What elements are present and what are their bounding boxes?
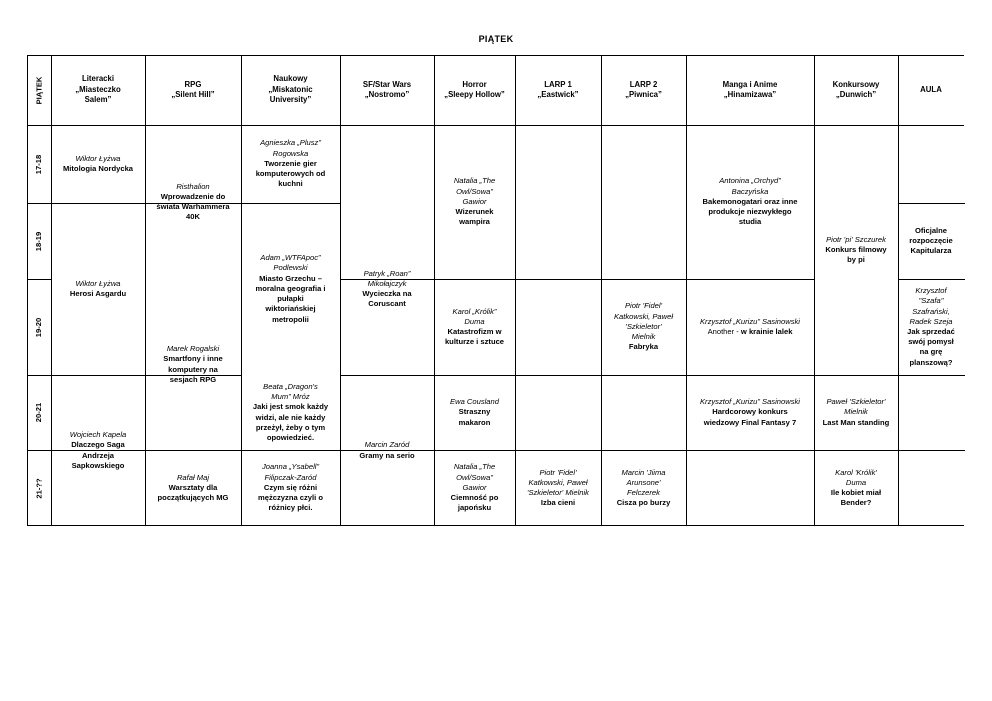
event-title: Bender? bbox=[840, 498, 872, 508]
event-speaker: Risthalion bbox=[176, 181, 210, 191]
event-speaker: Rafał Maj bbox=[176, 472, 210, 482]
event-speaker: Owl/Sowa” bbox=[456, 186, 493, 196]
event-cell-rpg-3 bbox=[145, 450, 241, 526]
event-title: Ciemność po bbox=[450, 493, 499, 503]
event-cell-rpg-1 bbox=[145, 125, 241, 279]
event-cell-nauk-3 bbox=[241, 375, 340, 450]
cell-divider bbox=[515, 375, 602, 376]
event-title: świata Warhammera bbox=[156, 202, 230, 211]
event-title: wampira bbox=[459, 217, 490, 227]
event-speaker: Agnieszka „Plusz” bbox=[260, 138, 321, 148]
event-title: komputerowych od bbox=[255, 169, 326, 179]
event-title: opowiedzieć. bbox=[266, 432, 315, 442]
event-cell-manga-3 bbox=[686, 375, 814, 450]
event-title: Czym się różni bbox=[263, 482, 318, 492]
event-title: Coruscant bbox=[368, 299, 406, 309]
event-cell-sf-1 bbox=[340, 203, 434, 375]
event-cell-manga-2 bbox=[686, 279, 814, 375]
event-cell-hor-2 bbox=[434, 279, 515, 375]
event-speaker: Joanna „Ysabell” bbox=[262, 462, 319, 472]
column-header-line: RPG bbox=[184, 79, 202, 89]
event-title: by pi bbox=[847, 255, 865, 265]
event-title: Hardcorowy konkurs bbox=[712, 407, 788, 417]
event-title: Konkurs filmowy bbox=[825, 244, 887, 254]
event-title: pułapki bbox=[277, 294, 304, 304]
event-speaker: Katkowski, Paweł bbox=[613, 311, 674, 321]
event-title: Oficjalne bbox=[914, 225, 948, 235]
event-title: Miasto Grzechu – bbox=[259, 273, 322, 283]
time-slot-17-18: 17-18 bbox=[34, 154, 44, 174]
event-title: Wizerunek bbox=[455, 207, 494, 217]
event-title: Katastrofizm w bbox=[447, 327, 502, 336]
event-title: Izba cieni bbox=[540, 498, 576, 508]
event-speaker: Natalia „The bbox=[453, 462, 496, 472]
event-title: studia bbox=[738, 217, 762, 227]
column-header-line: „Nostromo” bbox=[364, 90, 410, 99]
event-cell-lit-3 bbox=[51, 375, 145, 526]
column-header-7 bbox=[601, 55, 686, 125]
event-cell-konk-3 bbox=[814, 450, 898, 526]
cell-divider bbox=[27, 279, 52, 280]
event-cell-konk-1 bbox=[814, 125, 898, 375]
column-header-line: „Sleepy Hollow” bbox=[444, 90, 505, 99]
event-speaker: Baczyńska bbox=[731, 186, 769, 196]
event-title: metropolii bbox=[272, 314, 309, 324]
event-speaker: Natalia „The bbox=[453, 176, 496, 186]
column-header-line: University” bbox=[269, 95, 312, 105]
event-title: planszową? bbox=[909, 357, 953, 367]
event-speaker: Adam „WTFApoc” bbox=[260, 253, 321, 263]
column-header-2 bbox=[145, 55, 241, 125]
time-slot-21-end: 21-?? bbox=[34, 477, 44, 499]
column-header-line: SF/Star Wars bbox=[362, 79, 412, 89]
event-speaker: 'Szkieletor' Mielnik bbox=[527, 488, 589, 497]
event-title: Mitologia Nordycka bbox=[62, 164, 134, 173]
column-header-line: Konkursowy bbox=[832, 79, 880, 89]
event-speaker: Filipczak-Zaród bbox=[264, 472, 317, 482]
event-speaker: Gawior bbox=[462, 482, 487, 492]
event-title: widzi, ale nie każdy bbox=[255, 412, 326, 422]
event-title: Tworzenie gier bbox=[264, 158, 317, 168]
event-cell-hor-4 bbox=[434, 450, 515, 526]
event-cell-rpg-2 bbox=[145, 279, 241, 450]
column-header-line: Naukowy bbox=[273, 74, 308, 84]
event-title: Dlaczego Saga bbox=[71, 440, 125, 450]
time-slot-20-21: 20-21 bbox=[34, 402, 44, 423]
event-speaker: Mielnik bbox=[631, 332, 656, 342]
event-speaker: Rogowska bbox=[272, 148, 309, 158]
event-title bbox=[708, 327, 793, 337]
event-title: Wprowadzenie do bbox=[160, 191, 226, 201]
event-speaker: Beata „Dragon's bbox=[263, 381, 318, 391]
event-title: wiedzowy Final Fantasy 7 bbox=[703, 417, 797, 427]
event-cell-larp1-1 bbox=[515, 450, 601, 526]
event-speaker: Antonina „Orchyd” bbox=[719, 176, 781, 186]
event-title: kuchni bbox=[278, 179, 303, 189]
event-speaker: Duma bbox=[845, 477, 867, 487]
event-speaker: Krzysztof „Kurizu” Sasinowski bbox=[699, 316, 800, 326]
column-header-9 bbox=[814, 55, 898, 125]
event-speaker: Wiktor Łyżwa bbox=[75, 153, 121, 163]
event-title: japońsku bbox=[457, 503, 492, 513]
event-speaker: Karol 'Królik' bbox=[835, 467, 877, 477]
cell-divider bbox=[898, 450, 965, 451]
column-header-line: Horror bbox=[462, 79, 487, 89]
event-cell-larp2-1 bbox=[601, 279, 686, 375]
event-title: Wycieczka na bbox=[362, 289, 412, 298]
event-title: moralna geografia i bbox=[255, 283, 326, 293]
event-speaker: Marek Rogalski bbox=[166, 344, 220, 354]
column-header-line: „Silent Hill” bbox=[171, 90, 215, 99]
event-cell-sf-2 bbox=[340, 375, 434, 526]
event-title: makaron bbox=[458, 417, 491, 427]
cell-divider bbox=[515, 279, 602, 280]
event-speaker: Piotr 'pi' Szczurek bbox=[826, 234, 886, 244]
event-title: rozpoczęcie bbox=[909, 235, 953, 245]
event-cell-lit-1 bbox=[51, 125, 145, 203]
cell-divider bbox=[27, 450, 52, 451]
column-header-line: LARP 2 bbox=[629, 79, 658, 89]
column-header-3 bbox=[241, 55, 340, 125]
event-speaker: Podlewski bbox=[273, 263, 308, 273]
column-header-line: „Miasteczko bbox=[75, 84, 121, 94]
column-header-line: „Eastwick” bbox=[537, 90, 579, 99]
event-title: Herosi Asgardu bbox=[69, 289, 127, 298]
column-header-4 bbox=[340, 55, 434, 125]
event-speaker: Marcin Zaród bbox=[364, 440, 410, 450]
cell-divider bbox=[686, 450, 815, 451]
event-speaker: Szafrański, bbox=[912, 306, 950, 316]
event-title: swój pomysł bbox=[908, 337, 954, 347]
column-header-line: „Piwnica” bbox=[625, 90, 662, 99]
event-title: Kapitularza bbox=[910, 246, 952, 256]
event-speaker: Radek Szeja bbox=[909, 316, 953, 326]
event-speaker: Piotr 'Fidel' bbox=[624, 301, 663, 311]
event-speaker: Duma bbox=[464, 316, 485, 326]
event-cell-aula-2 bbox=[898, 279, 964, 375]
event-title: Straszny bbox=[458, 407, 491, 417]
event-title: sesjach RPG bbox=[169, 374, 217, 384]
cell-divider bbox=[601, 375, 687, 376]
event-cell-hor-1 bbox=[434, 125, 515, 279]
event-title: na grę bbox=[919, 347, 943, 357]
column-header-5 bbox=[434, 55, 515, 125]
cell-divider bbox=[27, 203, 52, 204]
event-speaker: Mikołajczyk bbox=[367, 278, 407, 288]
event-speaker: Paweł 'Szkieletor' bbox=[826, 397, 886, 407]
event-cell-larp2-2 bbox=[601, 450, 686, 526]
event-speaker: Felczerek bbox=[627, 488, 660, 497]
column-header-line: „Miskatonic bbox=[268, 84, 313, 94]
event-speaker: Marcin 'Jiima bbox=[621, 467, 666, 477]
event-cell-nauk-2 bbox=[241, 203, 340, 375]
event-title: 40K bbox=[186, 212, 200, 222]
event-title: Andrzeja bbox=[81, 450, 115, 460]
event-cell-manga-1 bbox=[686, 125, 814, 279]
event-speaker: Krzysztof „Kurizu” Sasinowski bbox=[699, 397, 800, 407]
corner-label: PIĄTEK bbox=[34, 76, 44, 104]
column-header-line: „Dunwich” bbox=[835, 90, 877, 99]
event-speaker: Mum” Mróz bbox=[271, 392, 310, 402]
event-title: produkcje niezwykłego bbox=[708, 207, 792, 217]
event-speaker: Katkowski, Paweł bbox=[528, 477, 588, 487]
schedule-table bbox=[27, 55, 964, 526]
event-title: przeżył, żeby o tym bbox=[255, 422, 326, 432]
event-title: Warsztaty dla bbox=[168, 482, 218, 492]
event-speaker: Mielnik bbox=[844, 407, 868, 417]
event-speaker: Wojciech Kapela bbox=[69, 430, 127, 440]
event-speaker: Wiktor Łyżwa bbox=[75, 278, 121, 288]
time-slot-18-19: 18-19 bbox=[34, 231, 44, 251]
event-title: Bakemonogatari oraz inne bbox=[702, 196, 798, 206]
event-cell-nauk-1 bbox=[241, 125, 340, 203]
event-speaker: Arunsone' bbox=[626, 477, 661, 487]
column-header-6 bbox=[515, 55, 601, 125]
column-header-line: AULA bbox=[920, 84, 942, 94]
event-speaker: Gawior bbox=[462, 196, 487, 206]
event-title: kulturze i sztuce bbox=[444, 337, 505, 347]
event-title: Fabryka bbox=[628, 342, 659, 352]
event-title: mężczyzna czyli o bbox=[258, 493, 323, 503]
cell-divider bbox=[27, 375, 52, 376]
event-cell-konk-2 bbox=[814, 375, 898, 450]
event-title: Cisza po burzy bbox=[616, 498, 671, 508]
event-title: Sapkowskiego bbox=[71, 460, 125, 470]
event-cell-aula-1 bbox=[898, 203, 964, 279]
event-title: Jaki jest smok każdy bbox=[252, 402, 329, 412]
event-title: wiktoriańskiej bbox=[265, 304, 316, 314]
event-title-bold: w krainie lalek bbox=[740, 327, 793, 336]
event-cell-lit-2 bbox=[51, 203, 145, 375]
event-speaker: Patryk „Roan” bbox=[363, 268, 411, 278]
event-speaker: Ewa Cousland bbox=[450, 397, 499, 407]
event-cell-nauk-4 bbox=[241, 450, 340, 526]
column-header-10 bbox=[898, 55, 964, 125]
time-slot-19-20: 19-20 bbox=[34, 317, 44, 337]
event-speaker: Owl/Sowa” bbox=[456, 472, 493, 482]
event-speaker: Karol „Królik” bbox=[452, 306, 497, 316]
event-speaker: "Szafa" bbox=[918, 296, 944, 306]
event-title-plain: Another - bbox=[707, 327, 741, 336]
event-title: różnicy płci. bbox=[268, 503, 313, 513]
event-title: Gramy na serio bbox=[359, 450, 415, 460]
column-header-line: „Hinamizawa” bbox=[723, 90, 777, 99]
event-title: początkujących MG bbox=[157, 493, 229, 503]
column-header-line: LARP 1 bbox=[544, 79, 572, 89]
event-title: Ile kobiet miał bbox=[830, 488, 882, 497]
column-header-1 bbox=[51, 55, 145, 125]
column-header-line: Manga i Anime bbox=[722, 79, 778, 89]
page-title: PIĄTEK bbox=[478, 34, 514, 44]
event-title: Last Man standing bbox=[822, 417, 890, 427]
event-title: komputery na bbox=[168, 364, 218, 374]
cell-divider bbox=[898, 375, 965, 376]
column-header-line: Literacki bbox=[81, 74, 115, 84]
event-speaker: 'Szkieletor' bbox=[625, 321, 662, 331]
event-title: Jak sprzedać bbox=[907, 327, 955, 336]
event-speaker: Piotr 'Fidel' bbox=[539, 467, 577, 477]
column-header-8 bbox=[686, 55, 814, 125]
event-speaker: Krzysztof bbox=[915, 286, 947, 296]
event-title: Smartfony i inne bbox=[163, 354, 223, 364]
column-header-line: Salem” bbox=[84, 95, 112, 105]
event-cell-hor-3 bbox=[434, 375, 515, 450]
